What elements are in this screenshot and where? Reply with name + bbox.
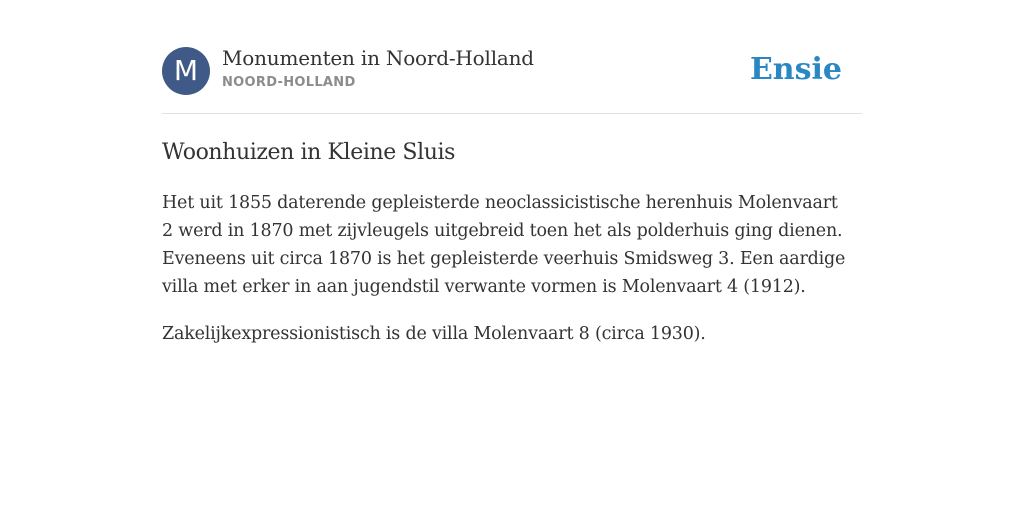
header-divider (162, 113, 862, 114)
ensie-logo[interactable]: Ensie (749, 52, 842, 87)
avatar[interactable]: M (162, 47, 210, 95)
article (162, 138, 862, 348)
site-title[interactable]: Monumenten in Noord-Holland (222, 46, 534, 70)
site-subtitle[interactable]: NOORD-HOLLAND (222, 75, 356, 90)
article-paragraph-2: Zakelijkexpressionistisch is de villa Molenvaart 8 (circa 1930). (162, 324, 706, 344)
header (162, 46, 862, 96)
article-title: Woonhuizen in Kleine Sluis (162, 140, 456, 165)
article-paragraph-1: Het uit 1855 daterende gepleisterde neoclassicistische herenhuis Molenvaart 2 werd in 1870 met zijvleugels uitgebreid toen het als polderhuis ging dienen. Eveneens uit circa 1870 is het gepleisterde veerhuis Smidsweg 3. Een aardige villa met erker in aan jugendstil verwante vormen is Molenvaart 4 (1912). (162, 193, 846, 297)
